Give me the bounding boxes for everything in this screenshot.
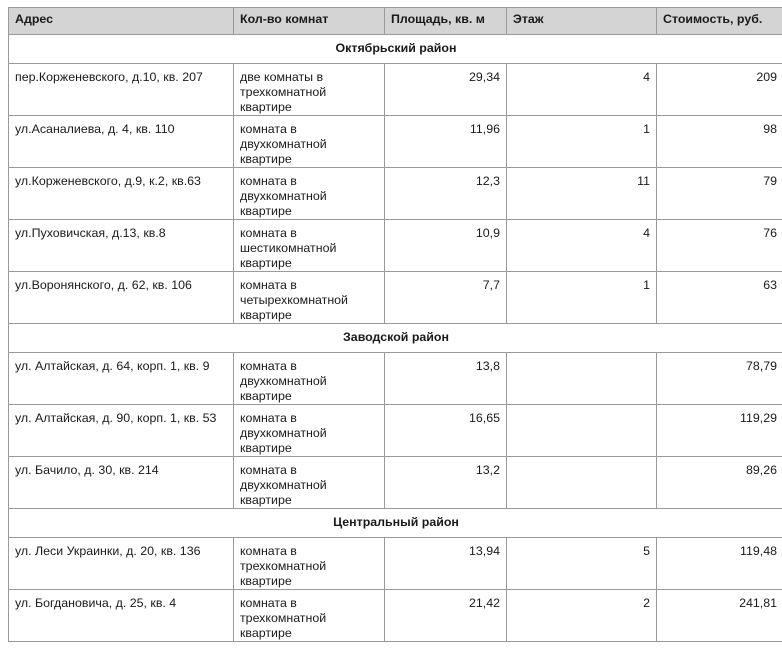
cell-price: 119,48 — [657, 538, 782, 590]
cell-address: ул.Асаналиева, д. 4, кв. 110 — [9, 116, 234, 168]
district-row — [9, 324, 782, 353]
cell-price: 119,29 — [657, 405, 782, 457]
table-row — [9, 457, 782, 509]
table-row — [9, 272, 782, 324]
table-header — [9, 8, 782, 35]
cell-address: ул. Алтайская, д. 64, корп. 1, кв. 9 — [9, 353, 234, 405]
cell-area: 10,9 — [385, 220, 507, 272]
cell-price: 241,81 — [657, 590, 782, 642]
cell-rooms: комната в четырехкомнатной квартире — [234, 272, 385, 324]
cell-address: ул. Леси Украинки, д. 20, кв. 136 — [9, 538, 234, 590]
header-floor: Этаж — [507, 8, 657, 35]
cell-price: 76 — [657, 220, 782, 272]
header-address: Адрес — [9, 8, 234, 35]
header-price: Стоимость, руб. — [657, 8, 782, 35]
cell-address: ул.Воронянского, д. 62, кв. 106 — [9, 272, 234, 324]
cell-address: ул. Богдановича, д. 25, кв. 4 — [9, 590, 234, 642]
cell-rooms: комната в шестикомнатной квартире — [234, 220, 385, 272]
table-body — [9, 35, 782, 642]
cell-floor: 1 — [507, 116, 657, 168]
table-row — [9, 590, 782, 642]
cell-price: 78,79 — [657, 353, 782, 405]
table-row — [9, 405, 782, 457]
header-rooms: Кол-во комнат — [234, 8, 385, 35]
table-row — [9, 168, 782, 220]
cell-area: 29,34 — [385, 64, 507, 116]
district-row — [9, 509, 782, 538]
cell-price: 63 — [657, 272, 782, 324]
table-row — [9, 220, 782, 272]
cell-address: ул.Корженевского, д.9, к.2, кв.63 — [9, 168, 234, 220]
cell-rooms: две комнаты в трехкомнатной квартире — [234, 64, 385, 116]
cell-area: 13,94 — [385, 538, 507, 590]
cell-address: пер.Корженевского, д.10, кв. 207 — [9, 64, 234, 116]
district-name: Октябрьский район — [9, 35, 782, 64]
cell-area: 21,42 — [385, 590, 507, 642]
table-row — [9, 64, 782, 116]
cell-rooms: комната в двухкомнатной квартире — [234, 405, 385, 457]
table-row — [9, 116, 782, 168]
cell-rooms: комната в двухкомнатной квартире — [234, 168, 385, 220]
header-area: Площадь, кв. м — [385, 8, 507, 35]
cell-area: 12,3 — [385, 168, 507, 220]
cell-floor: 11 — [507, 168, 657, 220]
cell-price: 89,26 — [657, 457, 782, 509]
cell-floor — [507, 457, 657, 509]
cell-floor: 2 — [507, 590, 657, 642]
cell-floor: 5 — [507, 538, 657, 590]
table-row — [9, 538, 782, 590]
listings-table — [8, 7, 782, 642]
cell-price: 79 — [657, 168, 782, 220]
cell-rooms: комната в двухкомнатной квартире — [234, 353, 385, 405]
cell-rooms: комната в двухкомнатной квартире — [234, 116, 385, 168]
listings-sheet — [8, 7, 782, 642]
table-row — [9, 353, 782, 405]
cell-address: ул. Алтайская, д. 90, корп. 1, кв. 53 — [9, 405, 234, 457]
district-name: Центральный район — [9, 509, 782, 538]
cell-floor — [507, 353, 657, 405]
cell-address: ул. Бачило, д. 30, кв. 214 — [9, 457, 234, 509]
cell-floor: 1 — [507, 272, 657, 324]
cell-area: 13,8 — [385, 353, 507, 405]
district-row — [9, 35, 782, 64]
cell-rooms: комната в трехкомнатной квартире — [234, 590, 385, 642]
header-row — [9, 8, 782, 35]
cell-price: 209 — [657, 64, 782, 116]
cell-floor: 4 — [507, 64, 657, 116]
cell-rooms: комната в двухкомнатной квартире — [234, 457, 385, 509]
cell-address: ул.Пуховичская, д.13, кв.8 — [9, 220, 234, 272]
cell-floor: 4 — [507, 220, 657, 272]
cell-rooms: комната в трехкомнатной квартире — [234, 538, 385, 590]
cell-area: 16,65 — [385, 405, 507, 457]
cell-area: 13,2 — [385, 457, 507, 509]
cell-price: 98 — [657, 116, 782, 168]
cell-floor — [507, 405, 657, 457]
cell-area: 7,7 — [385, 272, 507, 324]
district-name: Заводской район — [9, 324, 782, 353]
cell-area: 11,96 — [385, 116, 507, 168]
